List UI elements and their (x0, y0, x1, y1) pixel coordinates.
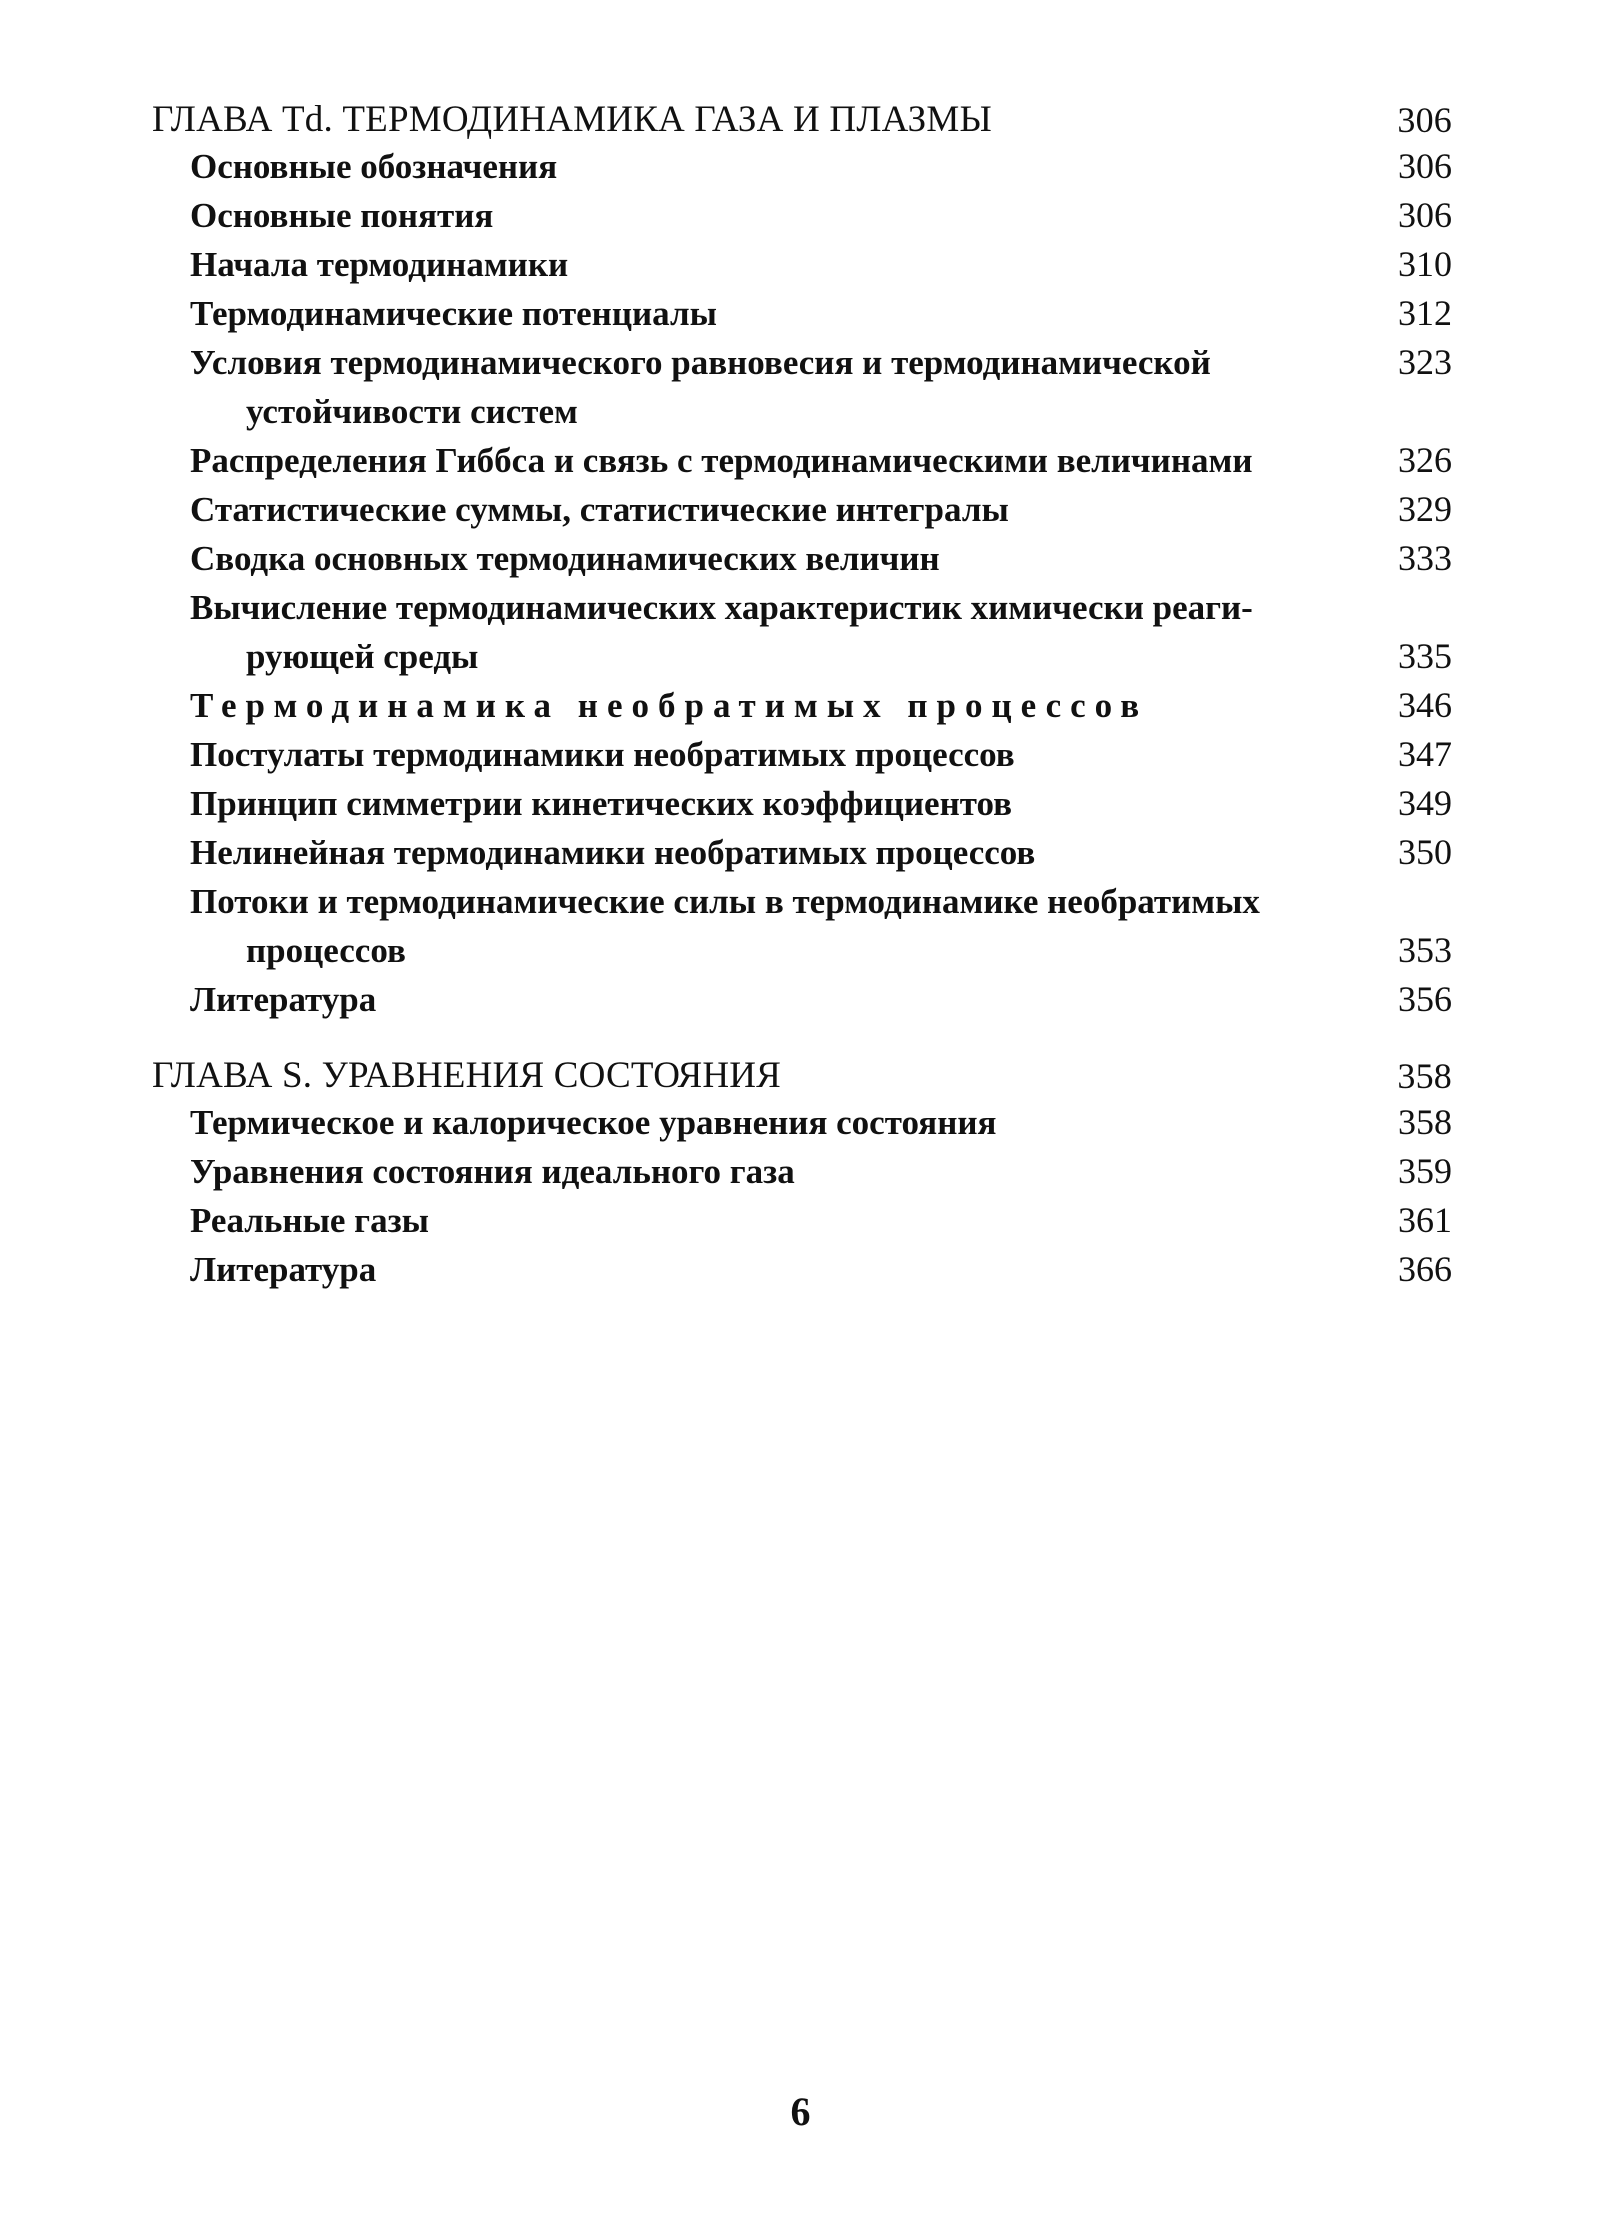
entry-line: Реальные газы (190, 1201, 429, 1240)
toc-entry (152, 289, 1452, 338)
entry-line: Литература (190, 1250, 377, 1289)
entry-page-number: 312 (1398, 293, 1452, 333)
entry-line: Начала термодинамики (190, 245, 569, 284)
entry-page-number: 358 (1398, 1102, 1452, 1142)
toc-entry (152, 142, 1452, 191)
entry-title (190, 975, 376, 1024)
toc-entry (152, 240, 1452, 289)
entry-title (190, 1196, 429, 1245)
toc-entry (152, 730, 1452, 779)
entry-line: Нелинейная термодинамики необратимых процессов (190, 833, 1036, 872)
entry-title (190, 240, 568, 289)
entry-page-number: 346 (1398, 685, 1452, 725)
page-number: 6 (790, 2089, 811, 2134)
toc-entry (152, 975, 1452, 1024)
toc-entry (152, 1245, 1452, 1294)
entry-line-continuation: процессов (246, 931, 406, 970)
entry-page-number: 310 (1398, 244, 1452, 284)
toc-entry (152, 338, 1452, 436)
entry-page-number: 329 (1398, 489, 1452, 529)
entry-line-continuation: устойчивости систем (246, 392, 578, 431)
entry-page-number: 359 (1398, 1151, 1452, 1191)
entry-page-number: 335 (1398, 636, 1452, 676)
entry-page-number: 347 (1398, 734, 1452, 774)
toc-entry (152, 534, 1452, 583)
entry-page-number: 353 (1398, 930, 1452, 970)
entry-line: Статистические суммы, статистические интегралы (190, 490, 1009, 529)
entry-page-number: 306 (1398, 146, 1452, 186)
toc-entry (152, 436, 1452, 485)
entry-page-number: 356 (1398, 979, 1452, 1019)
entry-page-number: 361 (1398, 1200, 1452, 1240)
toc-entry (152, 877, 1452, 975)
entry-line: Распределения Гиббса и связь с термодинамическими величинами (190, 441, 1253, 480)
entry-line: Потоки и термодинамические силы в термодинамике необратимых (190, 882, 1260, 921)
chapter-page-number: 306 (1397, 100, 1452, 140)
toc-entry (152, 1147, 1452, 1196)
entry-title (190, 338, 1211, 436)
entry-page-number: 306 (1398, 195, 1452, 235)
entry-line-continuation: рующей среды (246, 637, 479, 676)
entry-line: Литература (190, 980, 377, 1019)
section-title (190, 681, 1148, 730)
entry-line: Вычисление термодинамических характеристик химически реаги- (190, 588, 1253, 627)
entry-page-number: 326 (1398, 440, 1452, 480)
entry-title (190, 1147, 795, 1196)
toc-entry (152, 485, 1452, 534)
entry-page-number: 349 (1398, 783, 1452, 823)
toc-section-entry (152, 681, 1452, 730)
toc-entry (152, 1196, 1452, 1245)
entry-line: Условия термодинамического равновесия и термодинамической (190, 343, 1211, 382)
toc-entry (152, 1098, 1452, 1147)
entry-title (190, 730, 1015, 779)
toc-entry (152, 779, 1452, 828)
chapter-heading (152, 1050, 1452, 1098)
entry-title (190, 289, 717, 338)
chapter-td (152, 94, 1452, 1024)
entry-title (190, 142, 557, 191)
chapter-page-number: 358 (1397, 1056, 1452, 1096)
entry-title (190, 779, 1012, 828)
entry-line: Основные обозначения (190, 147, 558, 186)
entry-title (190, 1245, 376, 1294)
entry-line: Термическое и калорическое уравнения состояния (190, 1103, 997, 1142)
entry-page-number: 350 (1398, 832, 1452, 872)
entry-line: Основные понятия (190, 196, 494, 235)
entry-line: Термодинамические потенциалы (190, 294, 717, 333)
entry-title (190, 534, 940, 583)
entry-title (190, 877, 1260, 975)
entry-title (190, 583, 1253, 681)
entry-title (190, 485, 1009, 534)
toc-entry (152, 828, 1452, 877)
chapter-title: ГЛАВА Td. ТЕРМОДИНАМИКА ГАЗА И ПЛАЗМЫ (152, 99, 992, 140)
entry-line: Принцип симметрии кинетических коэффициентов (190, 784, 1013, 823)
entry-page-number: 323 (1398, 342, 1452, 382)
entry-title (190, 1098, 997, 1147)
chapter-title: ГЛАВА S. УРАВНЕНИЯ СОСТОЯНИЯ (152, 1055, 782, 1096)
entry-page-number: 366 (1398, 1249, 1452, 1289)
entry-title (190, 828, 1035, 877)
toc-entry (152, 583, 1452, 681)
toc-entry (152, 191, 1452, 240)
chapter-heading (152, 94, 1452, 142)
entry-line: Уравнения состояния идеального газа (190, 1152, 795, 1191)
entry-page-number: 333 (1398, 538, 1452, 578)
table-of-contents (152, 88, 1452, 1294)
entry-line: Термодинамика необратимых процессов (190, 686, 1149, 725)
entry-title (190, 436, 1253, 485)
chapter-s (152, 1050, 1452, 1294)
entry-line: Постулаты термодинамики необратимых процессов (190, 735, 1015, 774)
entry-line: Сводка основных термодинамических величин (190, 539, 940, 578)
entry-title (190, 191, 493, 240)
